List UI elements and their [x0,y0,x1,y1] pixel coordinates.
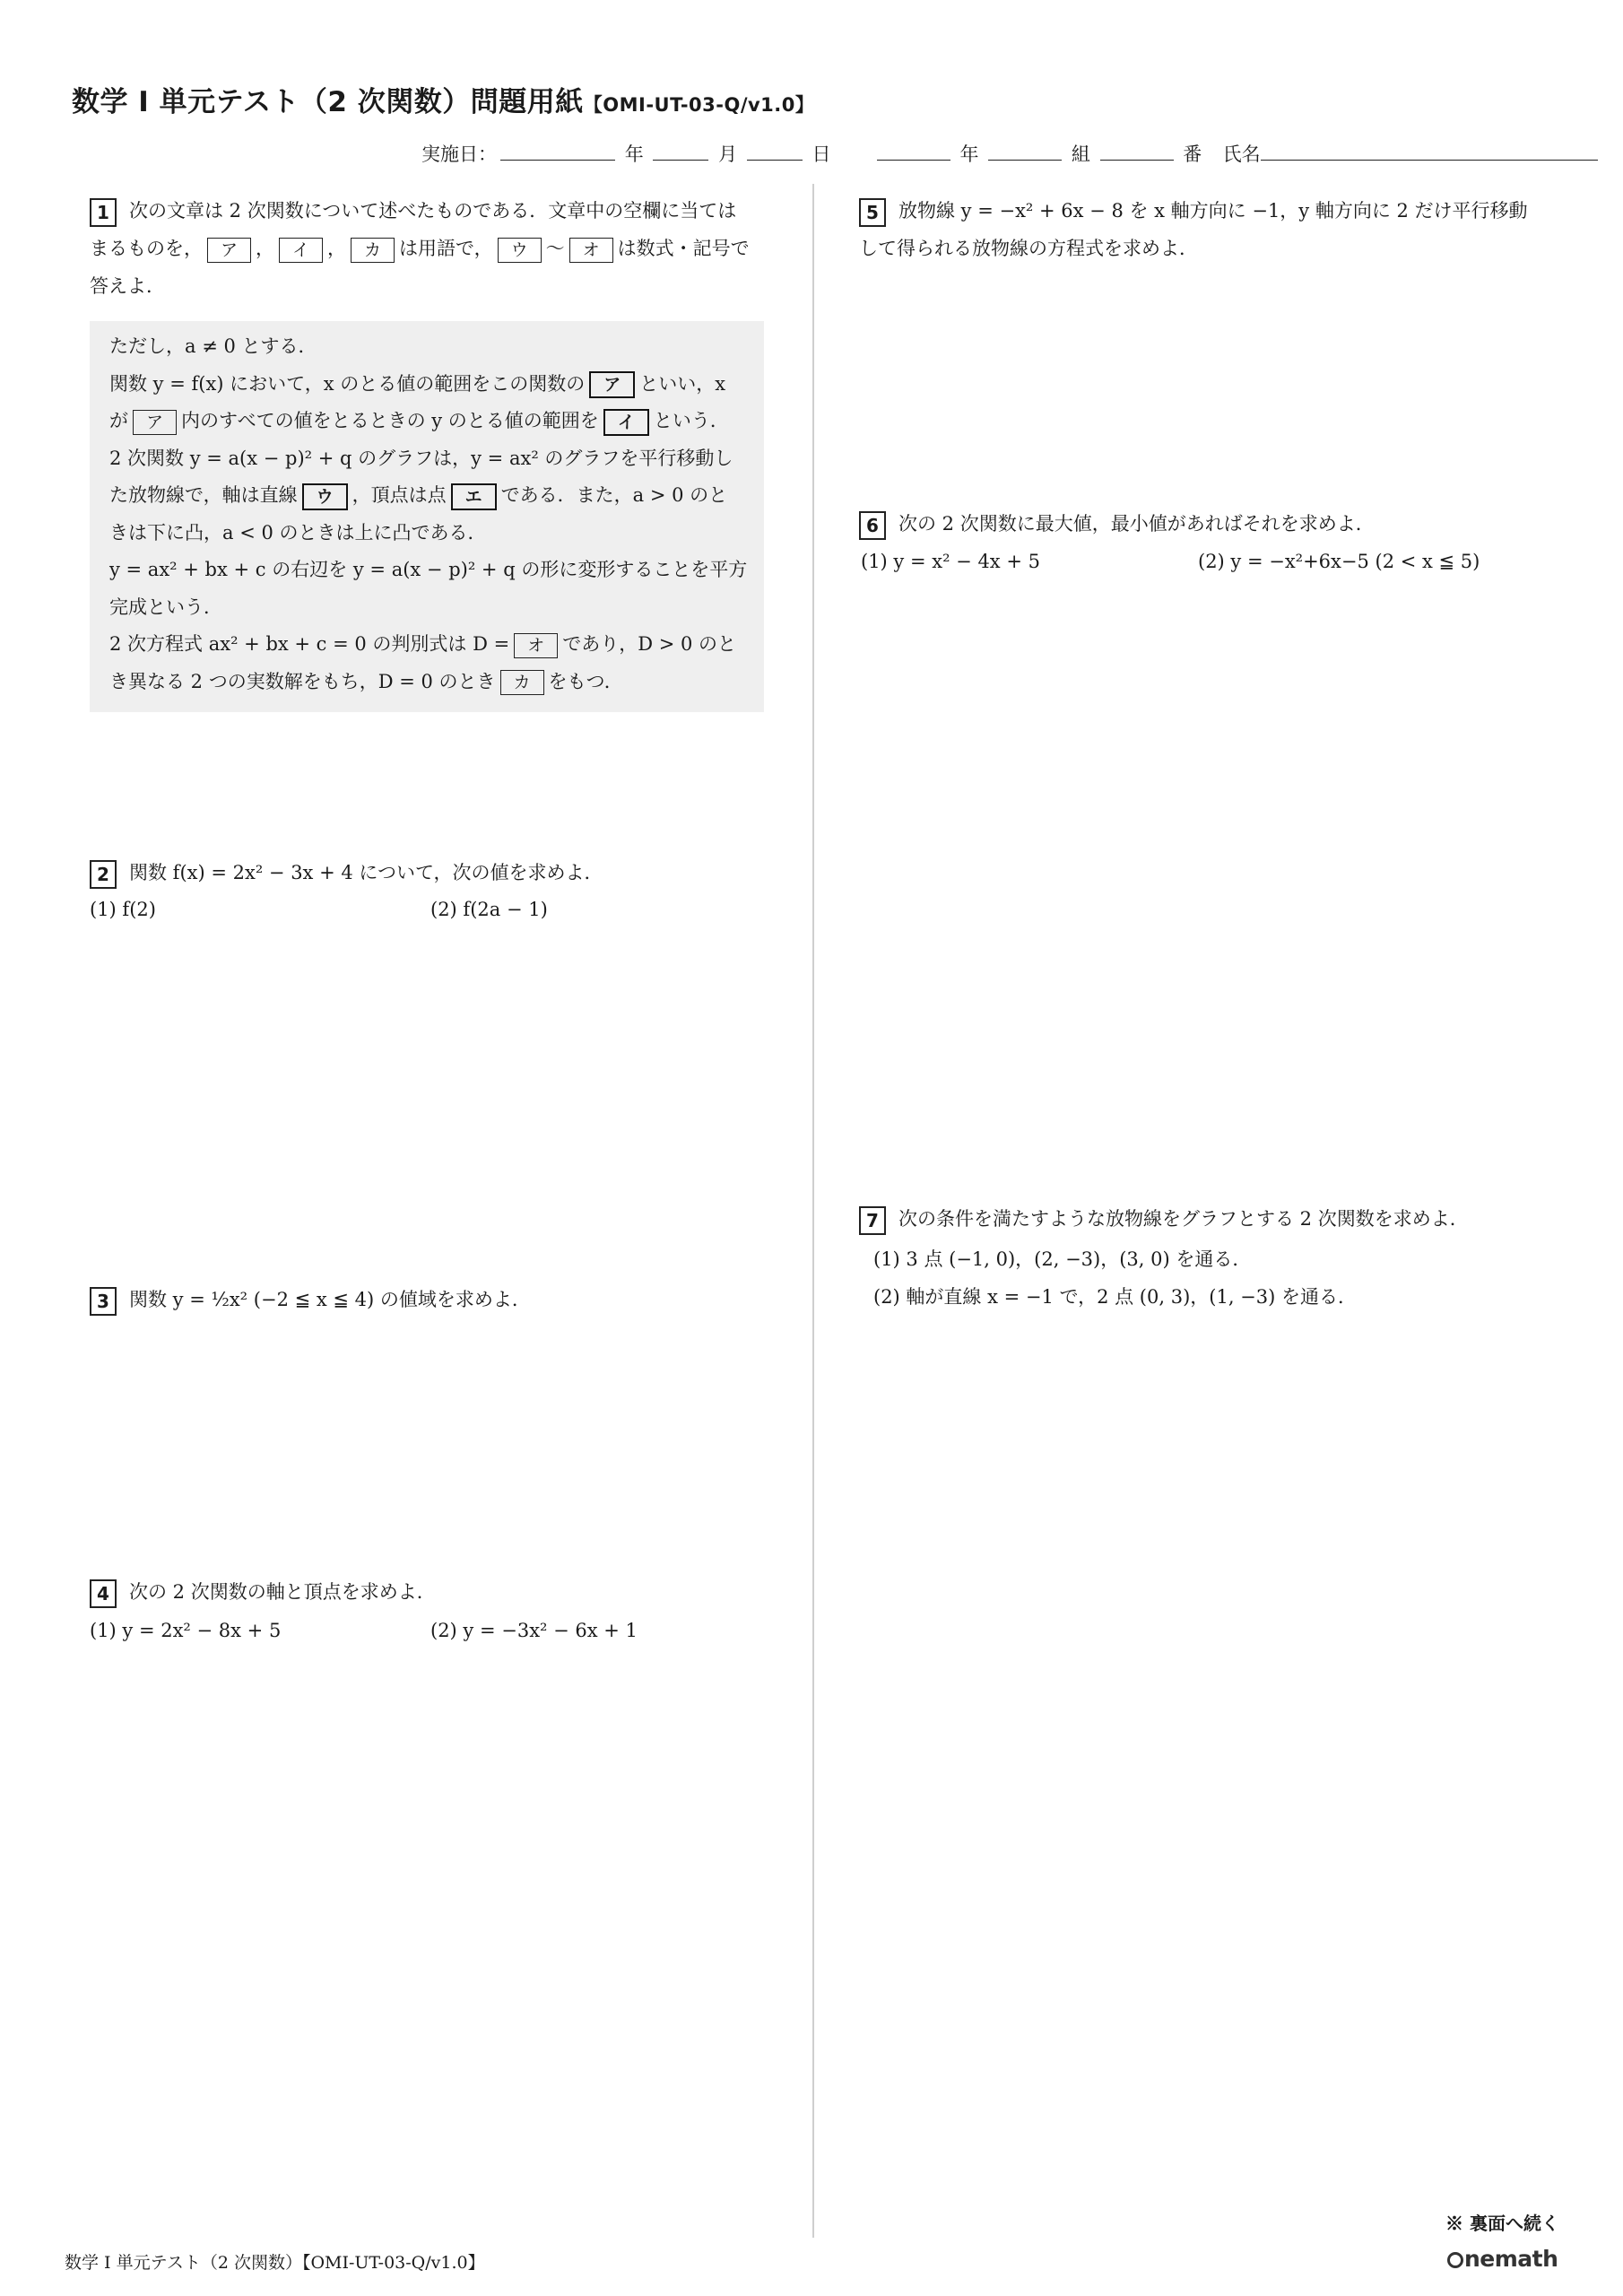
month-label: 月 [718,144,738,165]
q6-part-1: (1) y = x² − 4x + 5 [861,551,1040,572]
blank-box-e-bold: エ [451,483,497,510]
blank-box-u-bold: ウ [302,483,348,510]
comma: ， [327,238,347,259]
passage-line-4: 2 次関数 y = a(x − p)² + q のグラフは，y = ax² のグラフを平行移動し [109,447,733,469]
question-number-4: 4 [90,1579,117,1608]
passage-text: 2 次方程式 ax² + bx + c = 0 の判別式は D = [109,633,510,655]
blank-box-i-bold: イ [603,409,649,436]
q6-text: 次の 2 次関数に最大値，最小値があればそれを求めよ． [898,513,1375,535]
passage-text: をもつ． [548,670,623,692]
blank-box-ka: カ [500,670,544,695]
question-number-5: 5 [859,198,886,227]
logo-ring-icon [1447,2252,1463,2268]
column-divider [812,184,814,2238]
q1-intro-line3: 答えよ． [90,275,165,297]
passage-line-2 [109,366,744,404]
passage-text: である．また，a > 0 のと [500,484,728,506]
month-blank[interactable] [653,144,708,161]
q7-part-2: (2) 軸が直線 x = −1 で，2 点 (0, 3)，(1, −3) を通る． [873,1286,1357,1308]
question-4 [90,1573,771,1611]
year-blank[interactable] [500,144,615,161]
question-number-7: 7 [859,1206,886,1235]
brand-logo [1447,2246,1558,2272]
q1-intro-line1: 次の文章は 2 次関数について述べたものである．文章中の空欄に当ては [129,200,737,222]
question-number-2: 2 [90,860,117,889]
blank-box-a-bold: ア [589,371,635,398]
q1-passage-box [90,321,764,712]
class-label: 組 [1071,144,1090,165]
question-5 [859,192,1576,267]
blank-box-u: ウ [498,238,542,263]
page-title [72,79,814,119]
title-text: 数学 I 単元テスト（2 次関数）問題用紙 [72,86,584,118]
q7-part-1: (1) 3 点 (−1, 0)，(2, −3)，(3, 0) を通る． [873,1248,1252,1270]
class-blank[interactable] [988,144,1062,161]
passage-line-1: ただし，a ≠ 0 とする． [109,335,317,357]
passage-text: 内のすべての値をとるときの y のとる値の範囲を [181,410,599,431]
q4-part-1: (1) y = 2x² − 8x + 5 [90,1620,282,1641]
question-3 [90,1281,771,1318]
continue-note: ※ 裏面へ続く [1445,2213,1559,2234]
passage-text: ，頂点は点 [352,484,447,506]
q1-intro-line2c: は数式・記号で [617,238,750,259]
q4-part-2: (2) y = −3x² − 6x + 1 [430,1620,638,1641]
passage-text: であり，D > 0 のと [562,633,737,655]
q6-part-2: (2) y = −x²+6x−5 (2 < x ≦ 5) [1198,551,1480,572]
name-label: 氏名 [1222,144,1261,165]
blank-box-ka: カ [351,238,395,263]
blank-box-a: ア [207,238,251,263]
q2-part-2: (2) f(2a − 1) [430,899,548,920]
name-blank[interactable] [1261,144,1598,161]
date-label: 実施日： [421,144,497,165]
passage-text: き異なる 2 つの実数解をもち，D = 0 のとき [109,670,496,692]
passage-line-7: y = ax² + bx + c の右辺を y = a(x − p)² + q の形に変形することを平方 [109,559,748,580]
question-7 [859,1200,1576,1238]
blank-box-i: イ [279,238,323,263]
passage-text: が [109,410,128,431]
blank-box-a: ア [133,410,177,435]
q1-intro-line2b: は用語で， [399,238,493,259]
question-number-3: 3 [90,1287,117,1316]
blank-box-o: オ [514,633,558,658]
student-info-line [421,140,1601,167]
q4-text: 次の 2 次関数の軸と頂点を求めよ． [129,1581,436,1603]
year-label: 年 [624,144,644,165]
footer-text: 数学 I 単元テスト（2 次関数）【OMI-UT-03-Q/v1.0】 [65,2253,485,2273]
passage-line-9 [109,626,744,664]
passage-line-5 [109,477,744,515]
logo-text: nemath [1464,2246,1558,2272]
passage-line-6: きは下に凸，a < 0 のときは上に凸である． [109,521,487,544]
comma: ， [256,238,275,259]
q5-text-line1: 放物線 y = −x² + 6x − 8 を x 軸方向に −1，y 軸方向に 2 だけ平行移動 [898,200,1528,222]
day-blank[interactable] [747,144,803,161]
q3-text: 関数 y = ½x² (−2 ≦ x ≦ 4) の値域を求めよ． [129,1289,531,1310]
question-number-6: 6 [859,511,886,540]
q2-part-1: (1) f(2) [90,899,156,920]
grade-label: 年 [959,144,979,165]
day-label: 日 [812,144,831,165]
question-6 [859,505,1576,543]
passage-text: という． [653,410,729,431]
question-1 [90,192,771,305]
number-blank[interactable] [1100,144,1174,161]
grade-blank[interactable] [877,144,950,161]
title-code: 【OMI-UT-03-Q/v1.0】 [583,94,815,116]
question-2 [90,854,771,891]
passage-text: た放物線で，軸は直線 [109,484,298,506]
q5-text-line2: して得られる放物線の方程式を求めよ． [859,238,1198,259]
q7-text: 次の条件を満たすような放物線をグラフとする 2 次関数を求めよ． [898,1208,1469,1230]
passage-line-8: 完成という． [109,596,222,618]
passage-text: といい，x [639,372,726,395]
passage-line-3 [109,403,744,440]
q1-intro-line2a: まるものを， [90,238,203,259]
blank-box-o: オ [569,238,613,263]
number-label: 番 [1183,144,1202,165]
passage-text: 関数 y = f(x) において，x のとる値の範囲をこの関数の [109,372,586,395]
q2-text: 関数 f(x) = 2x² − 3x + 4 について，次の値を求めよ． [129,862,603,883]
tilde: 〜 [545,238,565,259]
question-number-1: 1 [90,198,117,227]
passage-line-10 [109,664,744,701]
